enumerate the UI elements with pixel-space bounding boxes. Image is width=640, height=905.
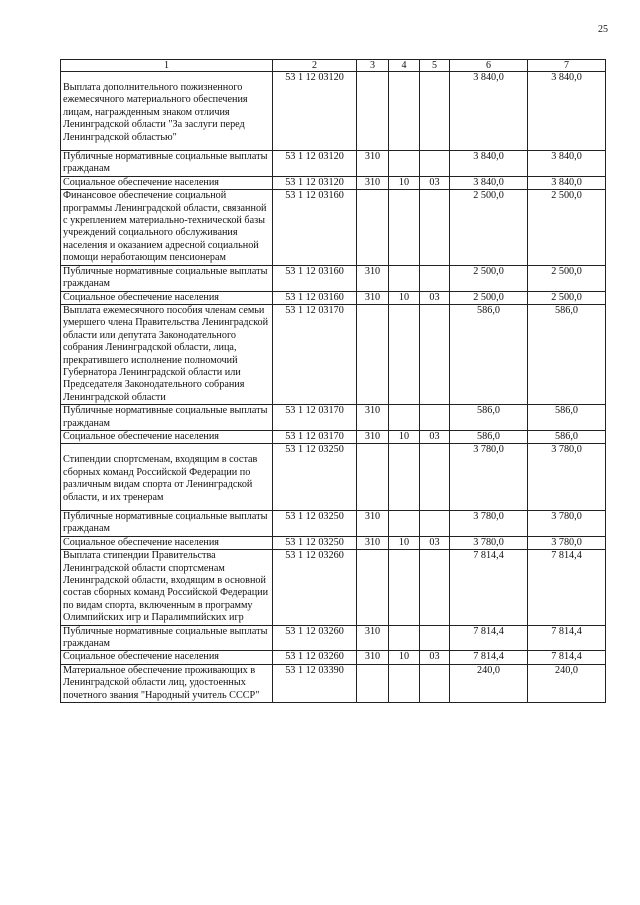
row-section xyxy=(389,72,420,151)
table-row xyxy=(61,625,606,651)
table-row xyxy=(61,151,606,177)
row-subsection xyxy=(420,444,450,511)
row-name: Публичные нормативные социальные выплаты гражданам xyxy=(61,625,273,651)
row-amount-6: 240,0 xyxy=(450,664,528,702)
row-section xyxy=(389,304,420,404)
row-subsection xyxy=(420,151,450,177)
row-amount-7: 7 814,4 xyxy=(528,625,606,651)
row-amount-7: 3 840,0 xyxy=(528,176,606,189)
row-name: Материальное обеспечение проживающих в Ленинградской области лиц, удостоенных почетного звания "Народный учитель СССР" xyxy=(61,664,273,702)
row-code: 53 1 12 03160 xyxy=(273,291,357,304)
row-vr: 310 xyxy=(357,291,389,304)
row-code: 53 1 12 03170 xyxy=(273,304,357,404)
row-amount-6: 3 780,0 xyxy=(450,444,528,511)
row-vr xyxy=(357,550,389,625)
row-name: Публичные нормативные социальные выплаты гражданам xyxy=(61,151,273,177)
row-subsection: 03 xyxy=(420,176,450,189)
row-amount-6: 3 780,0 xyxy=(450,511,528,537)
row-subsection xyxy=(420,625,450,651)
row-code: 53 1 12 03120 xyxy=(273,176,357,189)
row-name: Публичные нормативные социальные выплаты гражданам xyxy=(61,405,273,431)
row-code: 53 1 12 03160 xyxy=(273,265,357,291)
row-name: Стипендии спортсменам, входящим в состав сборных команд Российской Федерации по различным видам спорта от Ленинградской области, и их тренерам xyxy=(61,444,273,511)
row-section xyxy=(389,550,420,625)
table-row xyxy=(61,511,606,537)
row-amount-6: 3 840,0 xyxy=(450,151,528,177)
row-amount-7: 2 500,0 xyxy=(528,291,606,304)
row-amount-6: 586,0 xyxy=(450,304,528,404)
row-section xyxy=(389,511,420,537)
table-row xyxy=(61,72,606,151)
row-section xyxy=(389,625,420,651)
row-section: 10 xyxy=(389,291,420,304)
row-name: Выплата стипендии Правительства Ленинградской области спортсменам Ленинградской области, входящим в основной состав сборных команд Российской Федерации по видам спорта, включенным в программу Олимпийских игр и Паралимпийских игр xyxy=(61,550,273,625)
row-vr: 310 xyxy=(357,265,389,291)
row-vr xyxy=(357,444,389,511)
row-amount-6: 586,0 xyxy=(450,405,528,431)
row-code: 53 1 12 03120 xyxy=(273,72,357,151)
row-name: Публичные нормативные социальные выплаты гражданам xyxy=(61,265,273,291)
row-amount-7: 586,0 xyxy=(528,430,606,443)
table-row xyxy=(61,265,606,291)
row-subsection xyxy=(420,405,450,431)
row-amount-7: 3 780,0 xyxy=(528,444,606,511)
row-subsection xyxy=(420,265,450,291)
row-amount-7: 3 840,0 xyxy=(528,72,606,151)
table-row xyxy=(61,550,606,625)
table-row xyxy=(61,664,606,702)
row-amount-7: 3 780,0 xyxy=(528,536,606,549)
row-amount-7: 586,0 xyxy=(528,405,606,431)
row-code: 53 1 12 03170 xyxy=(273,405,357,431)
row-vr: 310 xyxy=(357,651,389,664)
row-amount-6: 2 500,0 xyxy=(450,190,528,265)
row-name: Публичные нормативные социальные выплаты гражданам xyxy=(61,511,273,537)
row-section xyxy=(389,405,420,431)
row-name: Выплата дополнительного пожизненного ежемесячного материального обеспечения лицам, награжденным знаком отличия Ленинградской области "За заслуги перед Ленинградской областью" xyxy=(61,72,273,151)
row-amount-6: 7 814,4 xyxy=(450,625,528,651)
row-subsection: 03 xyxy=(420,536,450,549)
row-code: 53 1 12 03250 xyxy=(273,511,357,537)
table-row xyxy=(61,291,606,304)
table-row xyxy=(61,190,606,265)
row-subsection xyxy=(420,190,450,265)
row-amount-6: 586,0 xyxy=(450,430,528,443)
row-name: Социальное обеспечение населения xyxy=(61,430,273,443)
table-row xyxy=(61,444,606,511)
row-section: 10 xyxy=(389,430,420,443)
row-code: 53 1 12 03390 xyxy=(273,664,357,702)
row-name: Финансовое обеспечение социальной программы Ленинградской области, связанной с укреплением материально-технической базы учреждений социального обслуживания населения и оказанием адресной социальной помощи неработающим пенсионерам xyxy=(61,190,273,265)
row-code: 53 1 12 03260 xyxy=(273,651,357,664)
row-section xyxy=(389,151,420,177)
row-amount-6: 2 500,0 xyxy=(450,265,528,291)
row-name: Социальное обеспечение населения xyxy=(61,651,273,664)
header-row xyxy=(61,60,606,72)
row-code: 53 1 12 03250 xyxy=(273,444,357,511)
table-row xyxy=(61,176,606,189)
row-amount-7: 3 780,0 xyxy=(528,511,606,537)
row-vr: 310 xyxy=(357,151,389,177)
table-row xyxy=(61,536,606,549)
header-col-5: 5 xyxy=(420,60,450,72)
row-section xyxy=(389,444,420,511)
row-code: 53 1 12 03120 xyxy=(273,151,357,177)
row-code: 53 1 12 03260 xyxy=(273,625,357,651)
row-vr: 310 xyxy=(357,430,389,443)
header-col-3: 3 xyxy=(357,60,389,72)
row-amount-7: 240,0 xyxy=(528,664,606,702)
row-vr: 310 xyxy=(357,405,389,431)
header-col-2: 2 xyxy=(273,60,357,72)
row-amount-7: 2 500,0 xyxy=(528,190,606,265)
row-amount-6: 7 814,4 xyxy=(450,550,528,625)
row-section: 10 xyxy=(389,651,420,664)
row-amount-7: 3 840,0 xyxy=(528,151,606,177)
row-code: 53 1 12 03260 xyxy=(273,550,357,625)
row-section xyxy=(389,190,420,265)
row-code: 53 1 12 03250 xyxy=(273,536,357,549)
row-vr: 310 xyxy=(357,176,389,189)
row-amount-6: 2 500,0 xyxy=(450,291,528,304)
row-subsection: 03 xyxy=(420,651,450,664)
row-vr xyxy=(357,664,389,702)
row-subsection xyxy=(420,550,450,625)
table-row xyxy=(61,651,606,664)
table-row xyxy=(61,405,606,431)
header-col-1: 1 xyxy=(61,60,273,72)
row-vr xyxy=(357,190,389,265)
row-name: Социальное обеспечение населения xyxy=(61,176,273,189)
row-amount-6: 3 840,0 xyxy=(450,72,528,151)
row-vr: 310 xyxy=(357,536,389,549)
row-subsection xyxy=(420,664,450,702)
row-amount-7: 586,0 xyxy=(528,304,606,404)
row-section xyxy=(389,265,420,291)
row-subsection xyxy=(420,511,450,537)
row-subsection: 03 xyxy=(420,430,450,443)
row-vr xyxy=(357,72,389,151)
row-amount-7: 7 814,4 xyxy=(528,550,606,625)
row-subsection: 03 xyxy=(420,291,450,304)
row-amount-7: 2 500,0 xyxy=(528,265,606,291)
row-section: 10 xyxy=(389,176,420,189)
table-row xyxy=(61,304,606,404)
header-col-6: 6 xyxy=(450,60,528,72)
row-section: 10 xyxy=(389,536,420,549)
row-name: Социальное обеспечение населения xyxy=(61,291,273,304)
row-amount-7: 7 814,4 xyxy=(528,651,606,664)
row-amount-6: 3 840,0 xyxy=(450,176,528,189)
header-col-7: 7 xyxy=(528,60,606,72)
row-vr xyxy=(357,304,389,404)
row-code: 53 1 12 03170 xyxy=(273,430,357,443)
budget-table xyxy=(60,59,606,703)
row-vr: 310 xyxy=(357,625,389,651)
page-number: 25 xyxy=(598,24,608,35)
row-name: Выплата ежемесячного пособия членам семьи умершего члена Правительства Ленинградской области или депутата Законодательного собрания Ленинградской области, лица, прекратившего исполнение полномочий Губернатора Ленинградской области или Председателя Законодательного собрания Ленинградской области xyxy=(61,304,273,404)
row-amount-6: 7 814,4 xyxy=(450,651,528,664)
row-section xyxy=(389,664,420,702)
row-subsection xyxy=(420,304,450,404)
table-row xyxy=(61,430,606,443)
row-code: 53 1 12 03160 xyxy=(273,190,357,265)
header-col-4: 4 xyxy=(389,60,420,72)
row-amount-6: 3 780,0 xyxy=(450,536,528,549)
row-subsection xyxy=(420,72,450,151)
row-vr: 310 xyxy=(357,511,389,537)
row-name: Социальное обеспечение населения xyxy=(61,536,273,549)
